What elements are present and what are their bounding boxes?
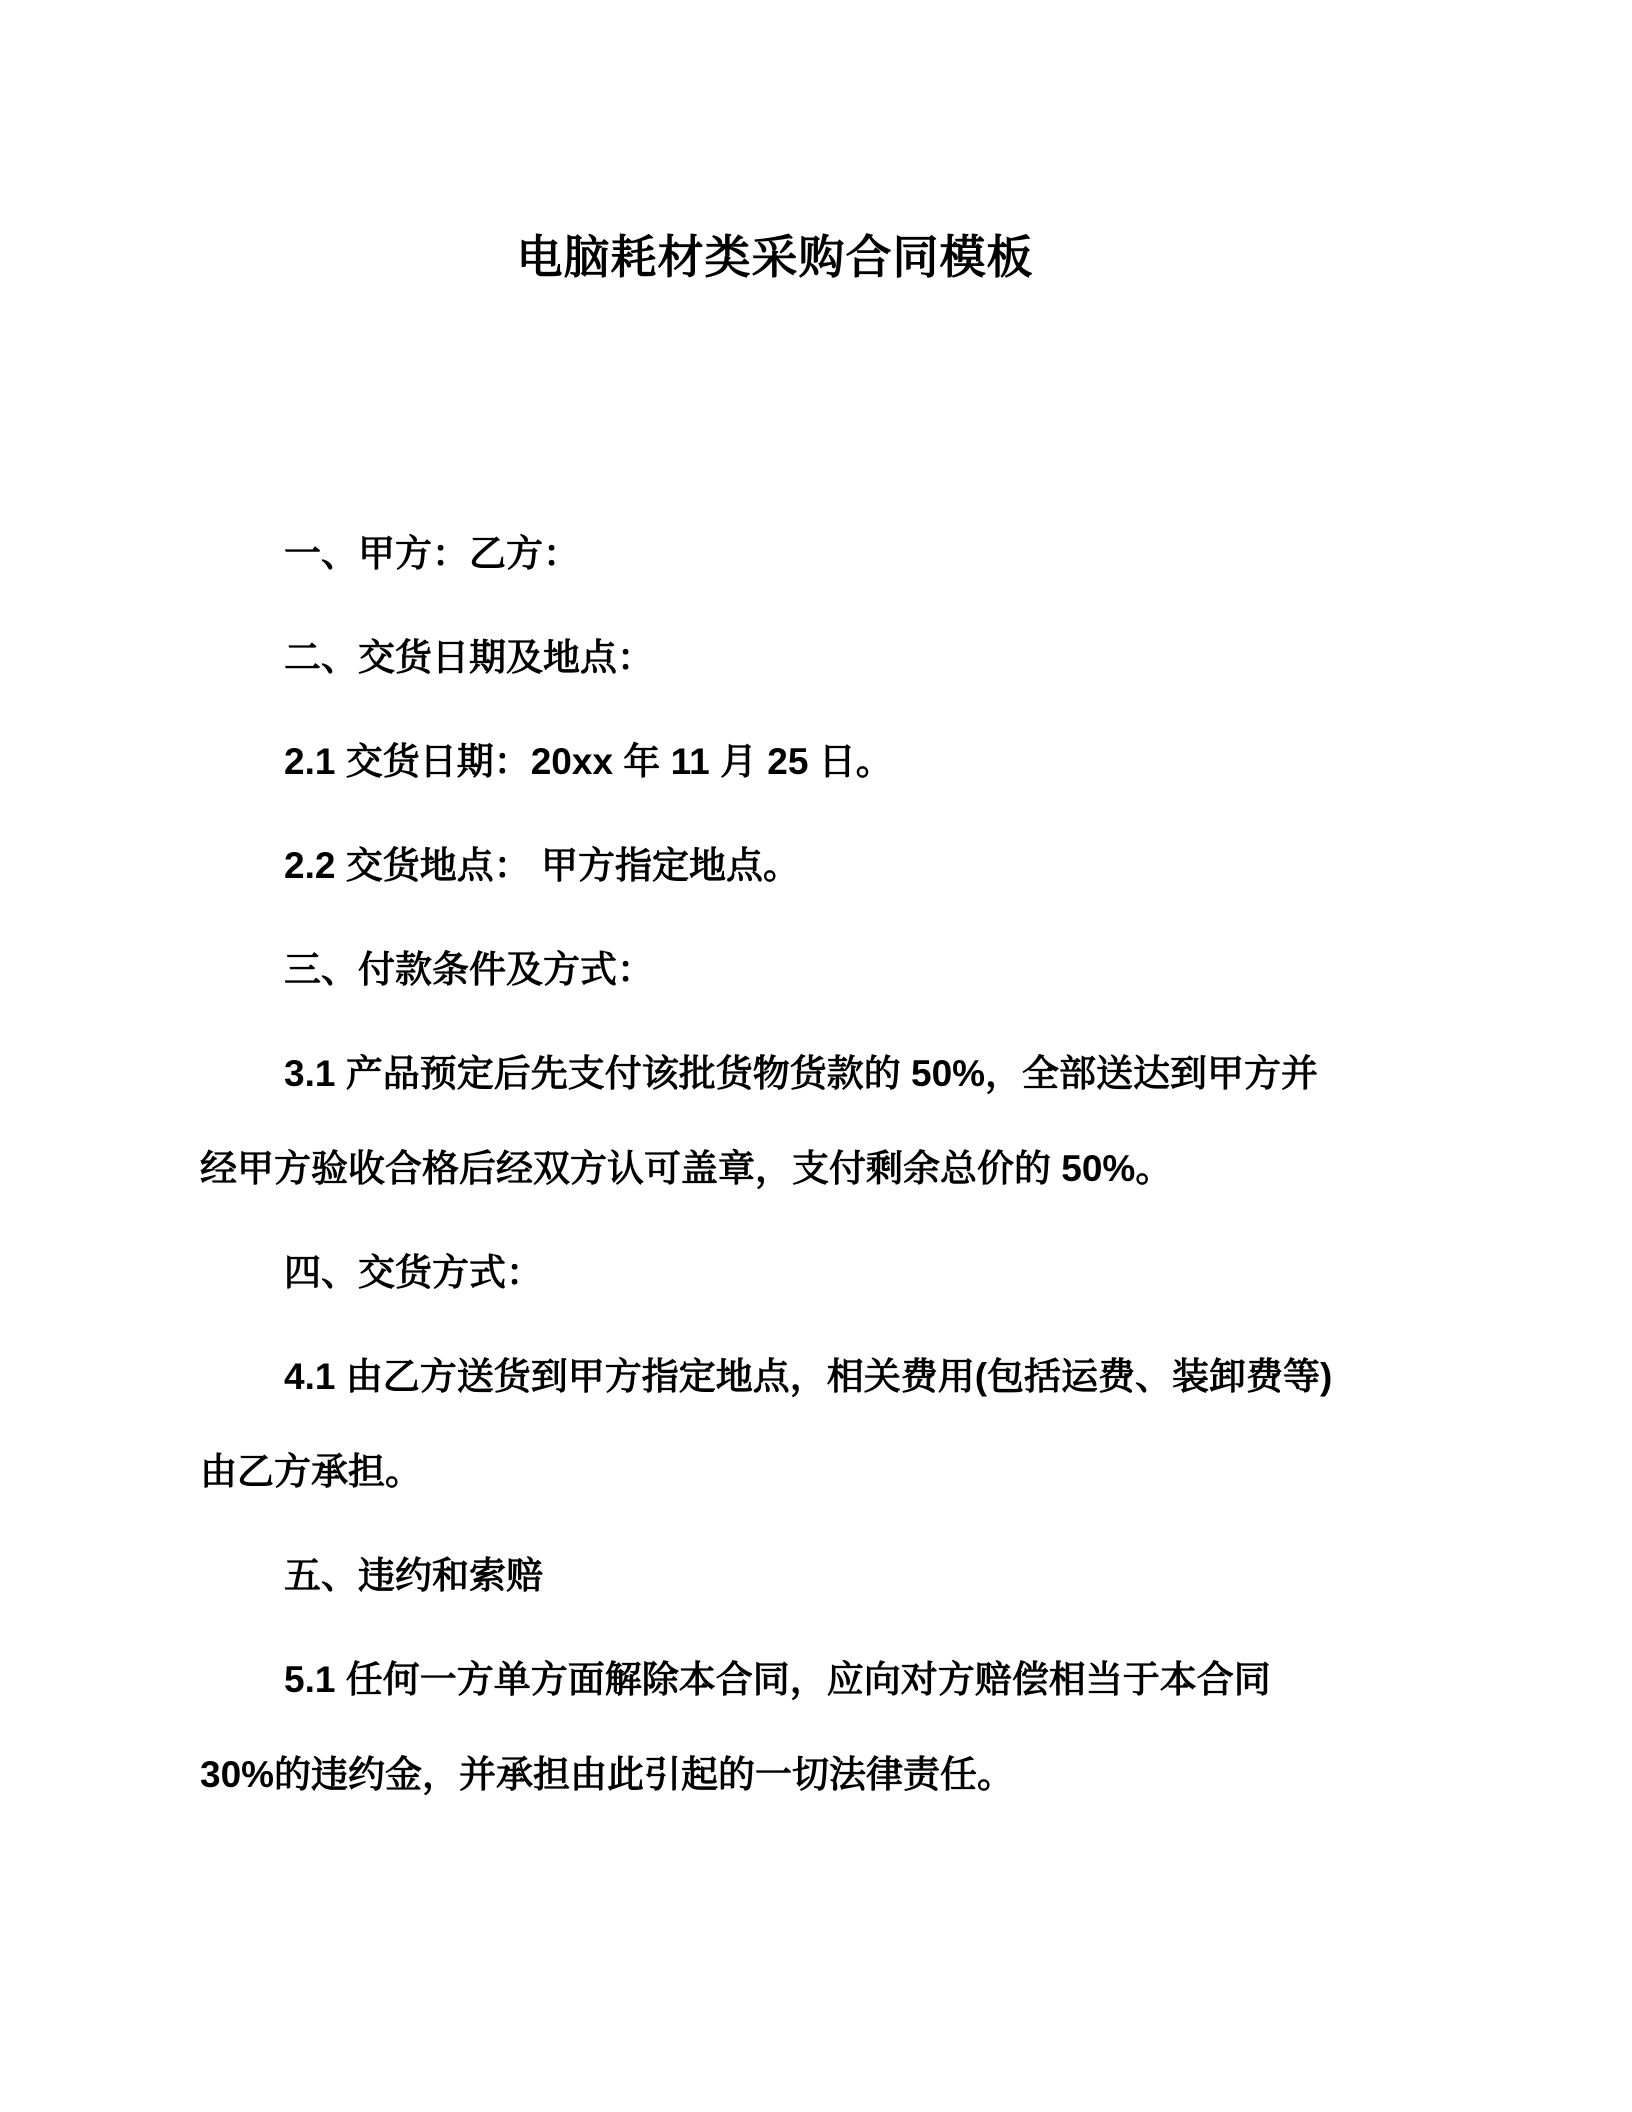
- document-title: 电脑耗材类采购合同模板: [516, 231, 1034, 283]
- document-body: [200, 506, 1350, 1822]
- contract-clause-2-2-delivery-location: 2.2 交货地点： 甲方指定地点。: [284, 844, 800, 886]
- contract-heading-payment-terms: 三、付款条件及方式：: [284, 948, 654, 990]
- contract-heading-delivery-method: 四、交货方式：: [284, 1251, 543, 1293]
- contract-clause-5-1-breach-penalty: 5.1 任何一方单方面解除本合同，应向对方赔偿相当于本合同 30%的违约金，并承担由此引起的一切法律责任。: [200, 1658, 1271, 1795]
- contract-clause-4-1-delivery-costs: 4.1 由乙方送货到甲方指定地点，相关费用(包括运费、装卸费等)由乙方承担。: [200, 1355, 1333, 1492]
- contract-clause-2-1-delivery-date: 2.1 交货日期：20xx 年 11 月 25 日。: [284, 740, 893, 782]
- contract-heading-delivery-date-location: 二、交货日期及地点：: [284, 636, 654, 678]
- contract-clause-3-1-payment: 3.1 产品预定后先支付该批货物货款的 50%，全部送达到甲方并经甲方验收合格后经双方认可盖章，支付剩余总价的 50%。: [200, 1052, 1319, 1189]
- contract-paragraph-party: 一、甲方：乙方：: [284, 532, 580, 574]
- contract-heading-breach-claims: 五、违约和索赔: [284, 1554, 543, 1596]
